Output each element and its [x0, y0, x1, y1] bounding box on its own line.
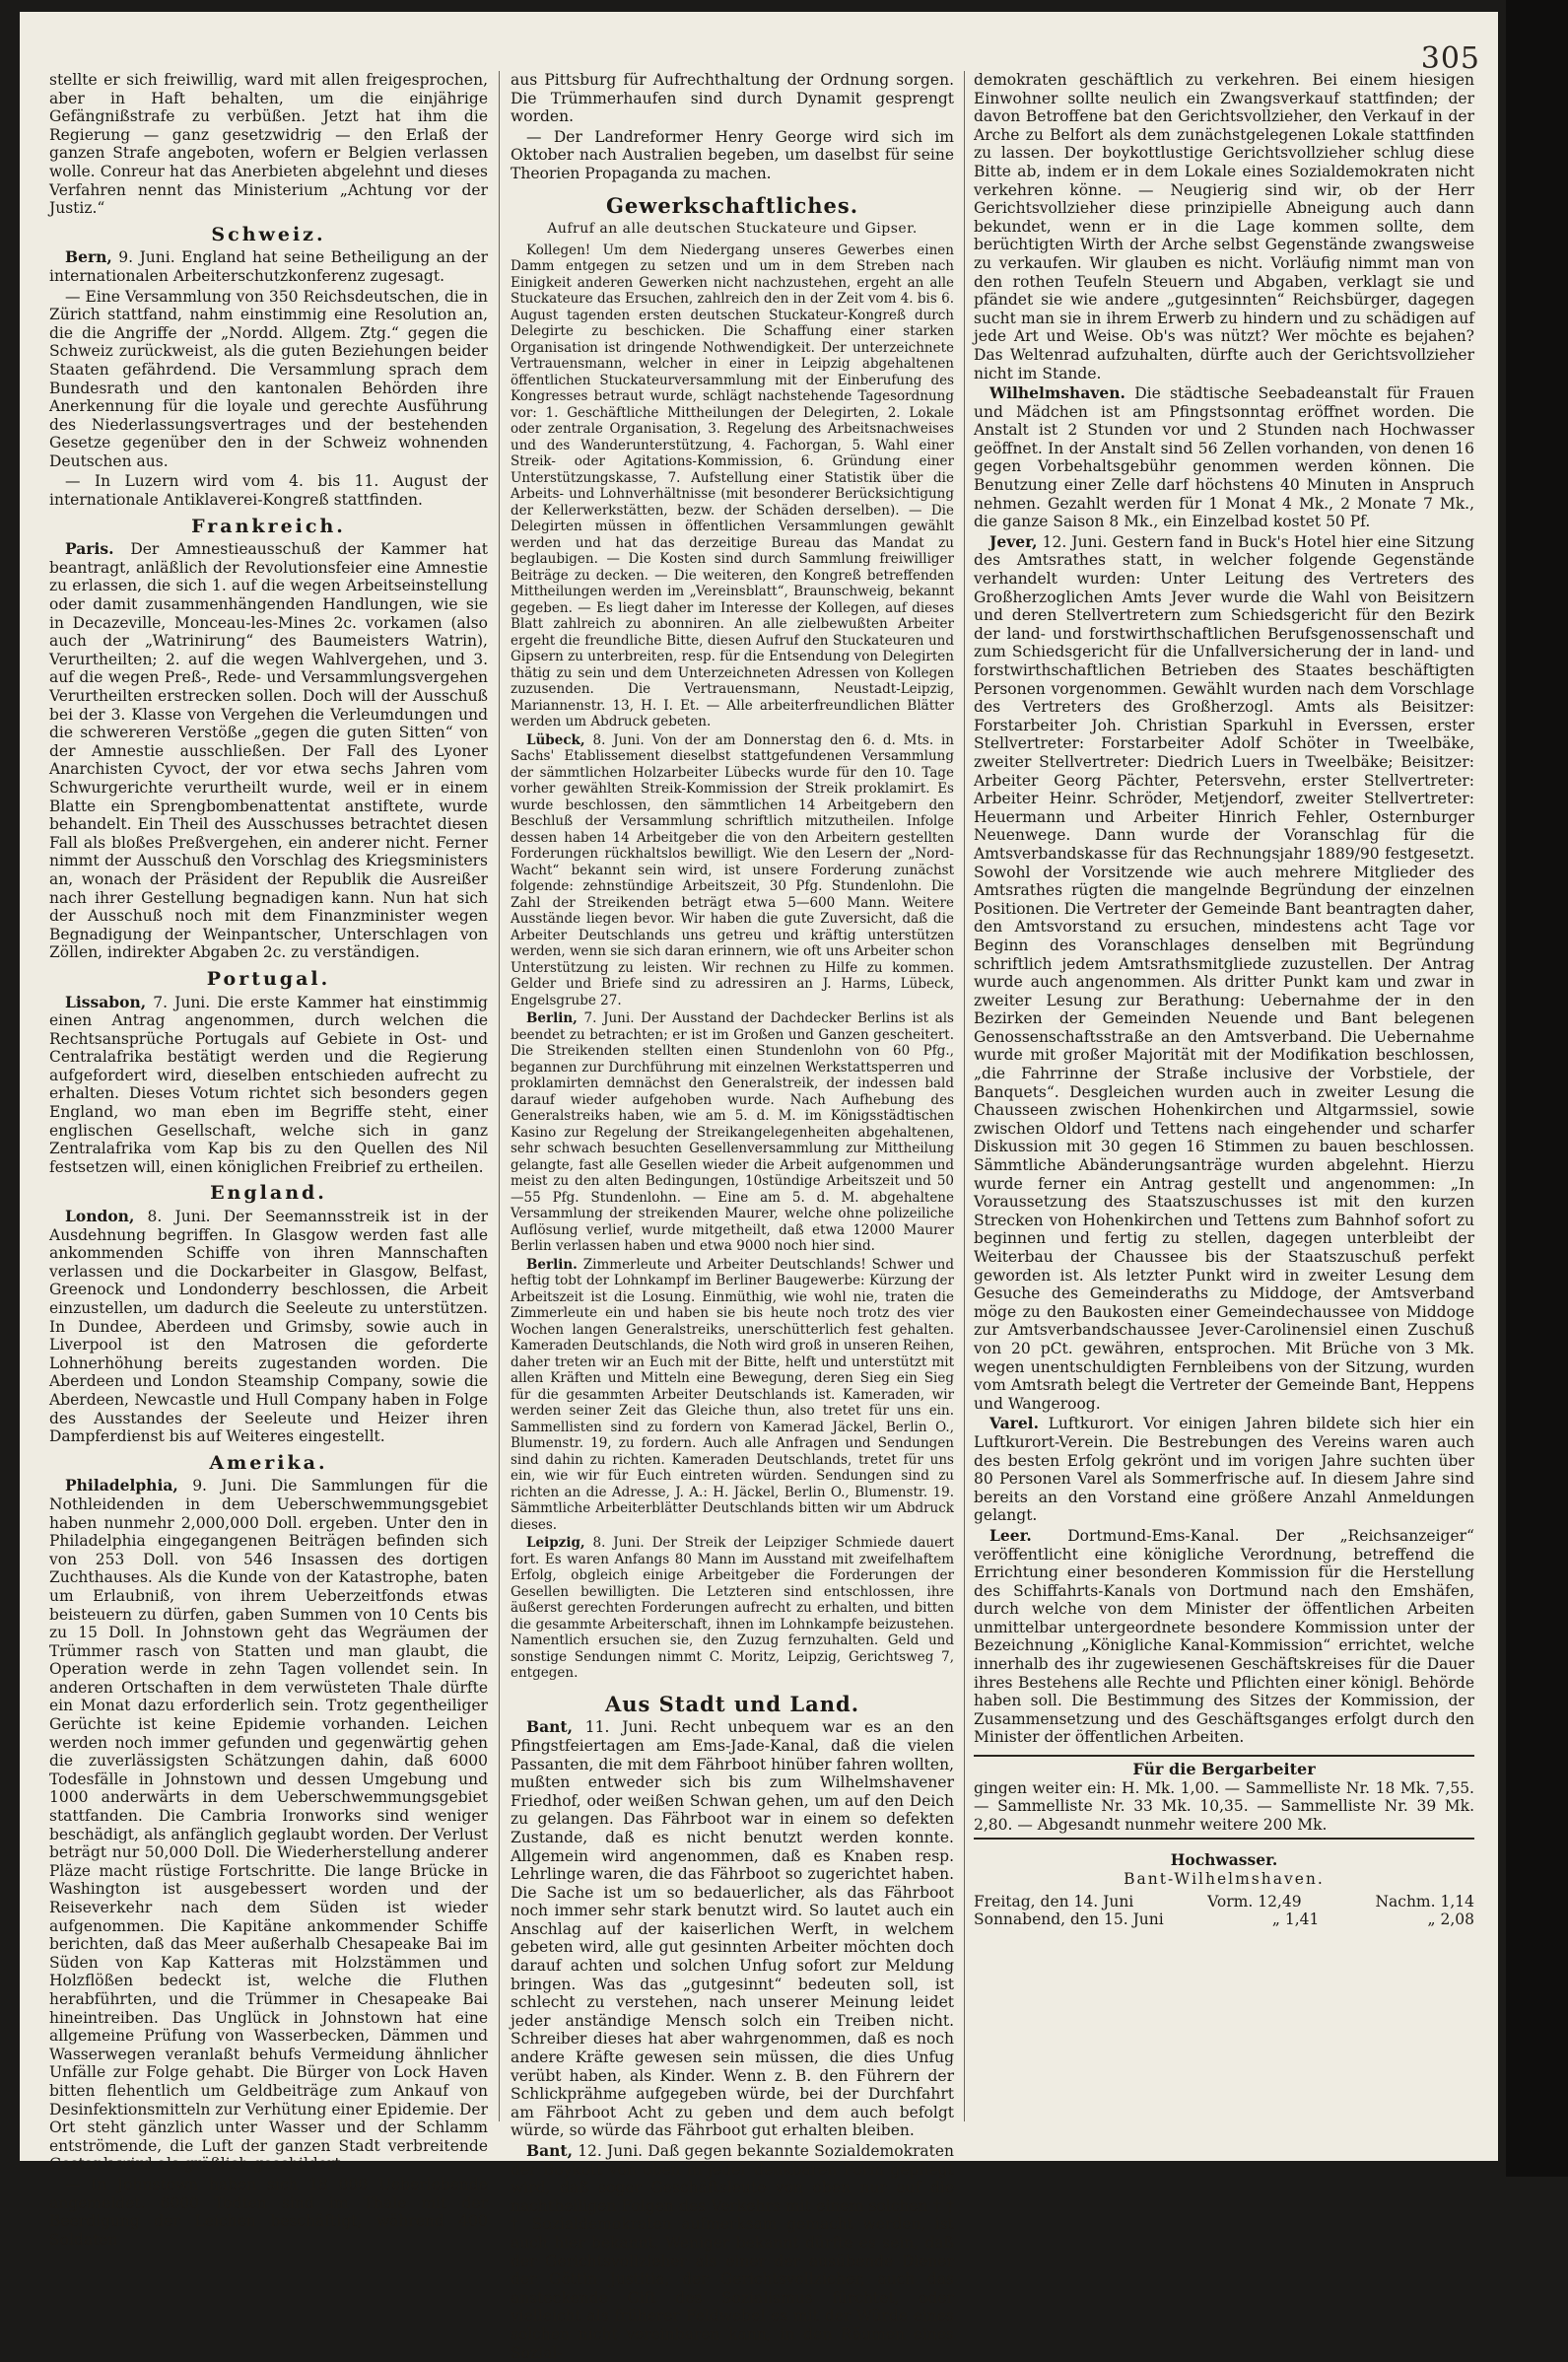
dateline-place: Philadelphia,	[65, 1476, 178, 1495]
tide-morning: „ 1,41	[1271, 1910, 1320, 1929]
news-item	[974, 1415, 1474, 1525]
news-item	[511, 2142, 954, 2362]
donation-text: gingen weiter ein: H. Mk. 1,00. — Sammelliste Nr. 18 Mk. 7,55. — Sammelliste Nr. 33 Mk. 10,35. — Sammelliste Nr. 39 Mk. 2,80. — Abgesandt nunmehr weitere 200 Mk.	[974, 1778, 1474, 1834]
paragraph: stellte er sich freiwillig, ward mit allen freigesprochen, aber in Haft behalten, um die einjährige Gefängnißstrafe zu verbüßen. Jetzt hat ihm die Regierung — ganz gesetzwidrig — den Erlaß der ganzen Strafe angeboten, wofern er Belgien verlassen wolle. Conreur hat das Anerbieten abgelehnt und dieses Verfahren nennt das Ministerium „Achtung vor der Justiz.“	[49, 71, 488, 218]
donation-title: Für die Bergarbeiter	[1132, 1760, 1316, 1779]
column-1	[49, 71, 488, 2249]
news-text: 8. Juni. Von der am Donnerstag den 6. d. Mts. in Sachs' Etablissement dieselbst stattgefundenen Versammlung der sämmtlichen Holzarbeiter Lübecks wurde für den 10. Tage vorher gewählten Streik-Kommission der Streik proklamirt. Es wurde beschlossen, den sämmtlichen 14 Arbeitgebern den Beschluß der Versammlung schriftlich mitzutheilen. Infolge dessen haben 14 Arbeitgeber die von den Arbeitern gestellten Forderungen rückhaltslos bewilligt. Wie den Lesern der „Nord-Wacht“ bekannt sein wird, ist unsere Forderung zunächst folgende: zehnstündige Arbeitszeit, 30 Pfg. Stundenlohn. Die Zahl der Streikenden beträgt etwa 5—600 Mann. Weitere Ausstände liegen bevor. Wir haben die gute Zuversicht, daß die Arbeiter Deutschlands uns getreu und kräftig unterstützen werden, wenn sie sich daran erinnern, wie oft uns Arbeiter schon Unterstützung zu leisten. Wir rechnen zu Hilfe zu kommen. Gelder und Briefe sind zu adressiren an J. Harms, Lübeck, Engelsgrube 27.	[511, 731, 954, 1008]
news-item	[511, 1535, 954, 1682]
news-item	[49, 994, 488, 1177]
appeal-title: Aufruf an alle deutschen Stuckateure und Gipser.	[547, 221, 918, 238]
news-text: 9. Juni. Die Sammlungen für die Nothleidenden in dem Ueberschwemmungsgebiet haben nunmehr 2,000,000 Doll. ergeben. Unter den in Philadelphia eingegangenen Beiträgen befinden sich von 253 Doll. von 546 Insassen des dortigen Zuchthauses. Als die Kunde von der Katastrophe, baten um Erlaubniß, von ihrem Ueberzeitfonds etwas beisteuern zu dürfen, gaben Summen von 10 Cents bis zu 15 Doll. In Johnstown geht das Wegräumen der Trümmer rasch von Statten und man glaubt, die Operation werde in zehn Tagen vollendet sein. In anderen Ortschaften in dem verwüsteten Thale dürfte ein Monat dazu erforderlich sein. Trotz gegentheiliger Gerüchte ist keine Epidemie vorhanden. Leichen werden noch immer gefunden und gegenwärtig gehen die zuverlässigsten Schätzungen dahin, daß 6000 Todesfälle in Johnstown und dessen Umgebung und 1000 anderwärts in dem Ueberschwemmungsgebiet stattfanden. Die Cambria Ironworks sind weniger beschädigt, als anfänglich geglaubt worden. Der Verlust beträgt nur 50,000 Doll. Die Wiederherstellung anderer Pläze macht rüstige Fortschritte. Die lange Brücke in Washington ist ausgebessert worden und der Reiseverkehr nach dem Süden ist wieder aufgenommen. Die Kapitäne ankommender Schiffe berichten, daß das Meer außerhalb Chesapeake Bai im Süden von Kap Katteras mit Holzstämmen und Holzflößen bedeckt ist, welche die Fluthen herabführten, und die Trümmer in Chesapeake Bai hineintreiben. Das Unglück in Johnstown hat eine allgemeine Prüfung von Wasserbecken, Dämmen und Wasserwegen veranlaßt behufs Vermeidung ähnlicher Unfälle zur Folge gehabt. Die Bürger von Lock Haven bitten flehentlich um Geldbeiträge zum Ankauf von Desinfektionsmitteln zur Verhütung einer Epidemie. Der Ort steht gänzlich unter Wasser und der Schlamm entströmende, die Luft der ganzen Stadt verbreitende Gestank wird als gräßlich geschildert.	[49, 1477, 488, 2174]
news-item	[49, 248, 488, 285]
news-text: 7. Juni. Der Ausstand der Dachdecker Berlins ist als beendet zu betrachten; er ist im Großen und Ganzen gescheitert. Die Streikenden stellten einen Stundenlohn von 60 Pfg., begannen zur Durchführung mit einzelnen Werkstattsperren und proklamirten demnächst den Generalstreik, der indessen bald darauf wieder aufgehoben wurde. Nach Aufhebung des Generalstreiks haben, wie am 5. d. M. im Königsstädtischen Kasino zur Regelung der Streikangelegenheiten abgehaltenen, sehr schwach besuchten Gesellenversammlung zur Mittheilung gelangte, fast alle Gesellen wieder die Arbeit aufgenommen und meist zu den alten Bedingungen, 10stündige Arbeitszeit und 50—55 Pfg. Stundenlohn. — Eine am 5. d. M. abgehaltene Versammlung der streikenden Maurer, welche ohne polizeiliche Auflösung verlief, wurde mitgetheilt, daß etwa 12000 Maurer Berlin verlassen haben und etwa 9000 noch hier sind.	[511, 1010, 954, 1255]
news-text: Die städtische Seebadeanstalt für Frauen und Mädchen ist am Pfingstsonntag eröffnet worden. Die Anstalt ist 2 Stunden vor und 2 Stunden nach Hochwasser geöffnet. In der Anstalt sind 56 Zellen vorhanden, von denen 16 gegen Vorbehaltsgebühr genommen werden können. Die Benutzung einer Zelle darf höchstens 40 Minuten in Anspruch nehmen. Gezahlt werden für 1 Monat 4 Mk., 2 Monate 7 Mk., die ganze Saison 8 Mk., ein Einzelbad kostet 50 Pf.	[974, 384, 1474, 531]
tide-day: Sonnabend, den 15. Juni	[974, 1910, 1164, 1929]
donation-box	[974, 1755, 1474, 1840]
column-rule	[964, 71, 965, 2121]
tide-heading: Hochwasser.	[1170, 1850, 1278, 1870]
news-item	[511, 732, 954, 1009]
dateline-place: Leipzig,	[526, 1535, 585, 1552]
news-item	[511, 1718, 954, 2140]
news-item	[974, 1527, 1474, 1747]
news-item	[974, 384, 1474, 531]
dateline-place: Berlin,	[526, 1010, 578, 1027]
tide-location: Bant-Wilhelmshaven.	[1124, 1870, 1325, 1888]
section-heading-aus-stadt-und-land: Aus Stadt und Land.	[604, 1691, 860, 1716]
paragraph: Kollegen! Um dem Niedergang unseres Gewerbes einen Damm entgegen zu setzen und um in dem Streben nach Einigkeit anderen Gewerken nicht nachzustehen, ergeht an alle Stuckateure das Ersuchen, zahlreich den in der Zeit vom 4. bis 6. August tagenden ersten deutschen Stuckateur-Kongreß durch Delegirte zu beschicken. Die Schaffung einer starken Organisation ist dringende Nothwendigkeit. Der unterzeichnete Vertrauensmann, welcher in einer in Leipzig abgehaltenen öffentlichen Stuckateurversammlung mit der Einberufung des Kongresses betraut wurde, schlägt nachstehende Tagesordnung vor: 1. Geschäftliche Mittheilungen der Delegirten, 2. Lokale oder zentrale Organisation, 3. Regelung des Arbeitsnachweises und des Wanderunterstützung, 4. Fachorgan, 5. Wahl einer Streik- oder Agitations-Kommission, 6. Gründung einer Unterstützungskasse, 7. Aufstellung einer Statistik über die Arbeits- und Lohnverhältnisse (mit besonderer Berücksichtigung der Kellerwerkstätten, bezw. der Schäden derselben). — Die Delegirten müssen in öffentlichen Versammlungen gewählt werden und hat das derzeitige Bureau das Mandat zu beglaubigen. — Die Kosten sind durch Sammlung freiwilliger Beiträge zu decken. — Die weiteren, den Kongreß betreffenden Mittheilungen werden im „Vereinsblatt“, Braunschweig, bekannt gegeben. — Es liegt daher im Interesse der Kollegen, auf dieses Blatt zahlreich zu abonniren. An alle zielbewußten Arbeiter ergeht die freundliche Bitte, diesen Aufruf den Stuckateuren und Gipsern zu unterbreiten, resp. für die Entsendung von Delegirten thätig zu sein und dem Unterzeichneten Adressen von Kollegen zuzusenden. Die Vertrauensmann, Neustadt-Leipzig, Mariannenstr. 13, H. I. Et. — Alle arbeiterfreundlichen Blätter werden um Abdruck gebeten.	[511, 242, 954, 730]
news-text: 9. Juni. England hat seine Betheiligung an der internationalen Arbeiterschutzkonferenz zugesagt.	[49, 248, 488, 285]
dateline-place: Wilhelmshaven.	[989, 383, 1125, 403]
scan-edge	[1506, 0, 1568, 2177]
section-heading-frankreich: Frankreich.	[191, 515, 346, 537]
news-item	[49, 1208, 488, 1446]
dateline-place: Bant,	[526, 2141, 573, 2160]
column-3	[974, 71, 1474, 2121]
paragraph: — In Johnstown haben sich 18 000 Ueberlebende angemeldet. 6000 Todten sind im Thale mit der Beerdigung der Leichen beschäftigt, während 400 Soldaten	[49, 2175, 488, 2249]
dateline-place: Jever,	[989, 531, 1038, 551]
tide-row	[974, 1910, 1474, 1929]
dateline-place: Lissabon,	[65, 992, 147, 1011]
paragraph: aus Pittsburg für Aufrechthaltung der Ordnung sorgen. Die Trümmerhaufen sind durch Dynamit gesprengt worden.	[511, 71, 954, 126]
news-text: Dortmund-Ems-Kanal. Der „Reichsanzeiger“ veröffentlicht eine königliche Verordnung, betreffend die Errichtung einer besonderen Kommission für die Herstellung des Schiffahrts-Kanals von Dortmund nach den Emshäfen, durch welche von dem Minister der öffentlichen Arbeiten unmittelbar untergeordnete besondere Kommission unter der Bezeichnung „Königliche Kanal-Kommission“ errichtet, welche innerhalb des ihr zugewiesenen Geschäftskreises für die Dauer ihres Bestehens alle Rechte und Pflichten einer königl. Behörde haben soll. Die Bestimmung des Sitzes der Kommission, der Zusammensetzung und des Geschäftsganges erfolgt durch den Minister der öffentlichen Arbeiten.	[974, 1526, 1474, 1747]
news-item	[511, 1257, 954, 1534]
news-text: Der Amnestieausschuß der Kammer hat beantragt, anläßlich der Revolutionsfeier eine Amnestie zu erlassen, die sich 1. auf die wegen Arbeitseinstellung oder damit zusammenhängenden Handlungen, wie sie in Decazeville, Monceau-les-Mines 2c. vorkamen (also auch der „Watrinirung“ des Baumeisters Watrin), Verurtheilten; 2. auf die wegen Wahlvergehen, und 3. auf die wegen Preß-, Rede- und Versammlungsvergehen Verurtheilten erstrecken sollen. Doch will der Ausschuß bei der 3. Klasse von Vergehen die Verleumdungen und die schwereren Verstöße „gegen die guten Sitten“ von der Amnestie ausschließen. Der Fall des Lyoner Anarchisten Cyvoct, der vor etwa sechs Jahren vom Schwurgerichte verurtheilt wurde, weil er in einem Blatte ein Sprengbombenattentat anstiftete, wurde behandelt. Ein Theil des Ausschusses betrachtet diesen Fall als bloßes Preßvergehen, ein anderer nicht. Ferner nimmt der Ausschuß den Vorschlag des Kriegsministers an, wonach der Präsident der Republik die Ausreißer nach ihrer Gestellung begnadigen kann. Nun hat sich der Ausschuß noch mit dem Finanzminister wegen Begnadigung der Weinpantscher, Unterschlagen von Zöllen, indirekter Abgaben 2c. zu verständigen.	[49, 540, 488, 962]
news-text: Zimmerleute und Arbeiter Deutschlands! Schwer und heftig tobt der Lohnkampf im Berliner Baugewerbe: Kürzung der Arbeitszeit ist die Losung. Einmüthig, wie wohl nie, traten die Zimmerleute ein und haben sie bis heute noch trotz des vier Wochen langen Generalstreiks, unerschütterlich fest gehalten. Kameraden Deutschlands, die Noth wird groß in unseren Reihen, daher treten wir an Euch mit der Bitte, helft und unterstützt mit allen Kräften und Mitteln eine Bewegung, deren Sieg ein Sieg für die gesammten Arbeiter Deutschlands ist. Kameraden, wir werden seiner Zeit das Gleiche thun, also tretet für uns ein. Sammellisten sind zu fordern von Kamerad Jäckel, Berlin O., Blumenstr. 19, zu fordern. Auch alle Anfragen und Sendungen sind dahin zu richten. Kameraden Deutschlands, tretet für uns ein, wie wir für Euch eintreten würden. Sendungen sind zu richten an die Adresse, J. A.: H. Jäckel, Berlin O., Blumenstr. 19. Sämmtliche Arbeiterblätter Deutschlands bitten wir um Abdruck dieses.	[511, 1256, 954, 1533]
news-item	[49, 1477, 488, 2174]
section-heading-amerika: Amerika.	[209, 1451, 328, 1474]
news-text: 12. Juni. Daß gegen bekannte Sozialdemokraten der Boykott von oben in jeder denkbaren Form gepflegt wird, daß sogar Geschäftsleute von oben nur auf die nachtheiligen Folgen des Verkehrs mit einem solchen † † † Sozialdemokraten aufmerksam gemacht werden, ist auch hier bekannt. Weniger bekannt dürfte es sein, daß der Gerichtsvollzieher als einer der ausübende Diener der Göttin Justitia, der Gerichtsvollzieher, auch das ansteckende Gift des Sozialismus fürchtet, oder vielleicht als früherer Feldwebel es mit der Würde eines solchen nicht vereinbaren kann, in den Räumen eines Sozial-	[511, 2142, 954, 2362]
news-item	[511, 1010, 954, 1255]
newspaper-page	[20, 12, 1498, 2362]
dateline-place: Leer.	[989, 1525, 1032, 1545]
section-heading-gewerkschaftliches: Gewerkschaftliches.	[605, 192, 859, 218]
news-text: 8. Juni. Der Seemannsstreik ist in der Ausdehnung begriffen. In Glasgow werden fast alle ankommenden Schiffe von ihren Mannschaften verlassen und die Dockarbeiter in Glasgow, Belfast, Greenock und Londonderry beschlossen, die Arbeit einzustellen, um dadurch die Seeleute zu unterstützen. In Dundee, Aberdeen und Grimsby, sowie auch in Liverpool ist den Matrosen die geforderte Lohnerhöhung bereits zugestanden worden. Die Aberdeen und London Steamship Company, sowie die Aberdeen, Newcastle und Hull Company haben in Folge des Ausstandes der Seeleute und Heizer ihren Dampferdienst bis auf Weiteres eingestellt.	[49, 1208, 488, 1446]
tide-afternoon: „ 2,08	[1427, 1910, 1474, 1929]
tide-row	[974, 1893, 1474, 1911]
dateline-place: Paris.	[65, 539, 114, 559]
tide-day: Freitag, den 14. Juni	[974, 1892, 1134, 1910]
paragraph: — Eine Versammlung von 350 Reichsdeutschen, die in Zürich stattfand, nahm einstimmig eine Resolution an, die die Angriffe der „Nordd. Allgem. Ztg.“ gegen die Schweiz zurückweist, als die guten Beziehungen beider Staaten gefährdend. Die Versammlung sprach dem Bundesrath und den kantonalen Behörden ihre Anerkennung für die loyale und gerechte Ausführung des Niederlassungsvertrages und der bestehenden Gesetze gegenüber den in der Schweiz wohnenden Deutschen aus.	[49, 287, 488, 470]
dateline-place: Lübeck,	[526, 731, 585, 748]
dateline-place: London,	[65, 1207, 135, 1226]
dateline-place: Bern,	[65, 247, 112, 267]
dateline-place: Bant,	[526, 1717, 573, 1737]
page-number: 305	[1420, 41, 1480, 76]
news-text: 8. Juni. Der Streik der Leipziger Schmiede dauert fort. Es waren Anfangs 80 Mann im Ausstand mit zweifelhaftem Erfolg, obgleich einige Arbeitgeber die Forderungen der Gesellen bewilligten. Die Letzteren sind entschlossen, ihre äußerst gerechten Forderungen aufrecht zu erhalten, und bitten die gesammte Arbeiterschaft, ihnen im Lohnkampfe beizustehen. Namentlich ersuchen sie, den Zuzug fernzuhalten. Geld und sonstige Sendungen nimmt C. Moritz, Leipzig, Gerichtsweg 7, entgegen.	[511, 1535, 954, 1682]
section-heading-portugal: Portugal.	[206, 967, 331, 990]
tide-afternoon: Nachm. 1,14	[1375, 1892, 1474, 1910]
tide-morning: Vorm. 12,49	[1207, 1892, 1302, 1910]
paragraph: demokraten geschäftlich zu verkehren. Bei einem hiesigen Einwohner sollte neulich ein Zwangsverkauf stattfinden; der davon Betroffene bat den Gerichtsvollzieher, den Verkauf in der Arche zu Belfort als dem zunächstgelegenen Lokale stattfinden zu lassen. Der boykottlustige Gerichtsvollzieher schlug diese Bitte ab, indem er in dem Lokale eines Sozialdemokraten nicht verkehren könne. — Neugierig sind wir, ob der Herr Gerichtsvollzieher diese prinzipielle Abneigung auch dann bekundet, wenn er in die Lage kommen sollte, dem berüchtigten Wirth der Arche selbst Gegenstände zwangsweise zu verkaufen. Wir glauben es nicht. Vorläufig nimmt man von den rothen Teufeln Steuern und Abgaben, verklagt sie und pfändet sie wie andere „gutgesinnten“ Reichsbürger, dagegen sucht man sie in ihrem Erwerb zu hindern und zu schädigen auf jede Art und Weise. Ob's was nützt? Wer möchte es bejahen? Das Weltenrad aufzuhalten, dürfte auch der Gerichtsvollzieher nicht im Stande.	[974, 71, 1474, 382]
dateline-place: Berlin.	[526, 1256, 578, 1273]
column-2	[511, 71, 954, 2362]
section-heading-england: England.	[210, 1182, 327, 1205]
news-text: 11. Juni. Recht unbequem war es an den Pfingstfeiertagen am Ems-Jade-Kanal, daß die vielen Passanten, die mit dem Fährboot hinüber fahren wollten, mußten entweder sich bis zum Wilhelmshavener Friedhof, oder weißen Schwan gehen, um auf den Deich zu gelangen. Das Fährboot war in einem so defekten Zustande, daß es nicht benutzt werden konnte. Allgemein wird angenommen, daß es Knaben resp. Lehrlinge waren, die das Fährboot so zugerichtet haben. Die Sache ist um so bedauerlicher, als das Fährboot noch immer sehr stark benutzt wird. So lautet auch ein Anschlag auf der kaiserlichen Werft, in welchem gebeten wird, alle gut gesinnten Arbeiter möchten doch darauf achten und solchen Unfug sofort zur Meldung bringen. Was das „gutgesinnt“ bedeuten soll, ist schlecht zu verstehen, nach unserer Meinung leidet jeder anständige Mensch solch ein Treiben nicht. Schreiber dieses hat aber wahrgenommen, daß es noch andere Kräfte gewesen sein müssen, die dies Unfug verübt haben, als Kinder. Wenn z. B. den Führern der Schlickprähme aufgegeben würde, bei der Durchfahrt am Fährboot Acht zu geben und dem auch befolgt würde, so würde das Fährboot gut erhalten bleiben.	[511, 1718, 954, 2140]
column-rule	[499, 71, 500, 2121]
dateline-place: Varel.	[989, 1414, 1039, 1433]
news-item	[974, 533, 1474, 1414]
paragraph: — Der Landreformer Henry George wird sich im Oktober nach Australien begeben, um daselbst für seine Theorien Propaganda zu machen.	[511, 127, 954, 182]
news-text: 7. Juni. Die erste Kammer hat einstimmig einen Antrag angenommen, durch welchen die Rechtsansprüche Portugals auf Gebiete in Ost- und Centralafrika bestätigt werden und die Regierung aufgefordert wird, dieselben entschieden aufrecht zu erhalten. Dieses Votum richtet sich besonders gegen England, wo man eben im Begriffe steht, einer englischen Gesellschaft, welche sich in ganz Zentralafrika vom Kap bis zu den Quellen des Nil festsetzen will, einen königlichen Freibrief zu ertheilen.	[49, 993, 488, 1176]
news-item	[49, 540, 488, 962]
news-text: Luftkurort. Vor einigen Jahren bildete sich hier ein Luftkurort-Verein. Die Bestrebungen des Vereins waren auch des besten Erfolg gekrönt und im vorigen Jahre suchten über 80 Personen Varel als Sommerfrische auf. In diesem Jahre sind bereits an den Vorstand eine größere Anzahl Anmeldungen gelangt.	[974, 1415, 1474, 1525]
section-heading-schweiz: Schweiz.	[211, 223, 326, 245]
paragraph: — In Luzern wird vom 4. bis 11. August der internationale Antiklaverei-Kongreß stattfinden.	[49, 472, 488, 510]
news-text: 12. Juni. Gestern fand in Buck's Hotel hier eine Sitzung des Amtsrathes statt, in welcher folgende Gegenstände verhandelt wurden: Unter Leitung des Vertreters des Großherzoglichen Amts Jever wurde die Wahl von Beisitzern und deren Stellvertretern zum Schiedsgericht für den Bezirk der land- und forstwirthschaftlichen Berufsgenossenschaft und zum Schiedsgericht für die Unfallversicherung der in land- und forstwirthschaftlichen Betrieben des Staates beschäftigten Personen vorgenommen. Gewählt wurden nach dem Vorschlage des Vertreters des Großherzogl. Amts als Beisitzer: Forstarbeiter Joh. Christian Sparkuhl in Everssen, erster Stellvertreter: Forstarbeiter Adolf Schöter in Tweelbäke, zweiter Stellvertreter: Diedrich Luers in Tweelbäke; Beisitzer: Arbeiter Georg Pächter, Petersvehn, erster Stellvertreter: Arbeiter Heinr. Schröder, Metjendorf, zweiter Stellvertreter: Heuermann und Arbeiter Hinrich Fehler, Osternburger Neuenwege. Dann wurde der Voranschlag für die Amtsverbandskasse für das Rechnungsjahr 1889/90 festgesetzt. Sowohl der Vorsitzende wie auch mehrere Mitglieder des Amtsrathes rügten die mangelnde Begründung der einzelnen Positionen. Die Vertreter der Gemeinde Bant beantragten daher, den Amtsvorstand zu ersuchen, mindestens acht Tage vor Beginn des Voranschlages denselben mit Begründung schriftlich jedem Amtsrathsmitgliede zuzustellen. Der Antrag wurde auch angenommen. Als dritter Punkt kam und zwar in zweiter Lesung zur Berathung: Uebernahme der in den Bezirken der Gemeinden Neuende und Bant belegenen Genossenschaftsstraße an den Amtsverband. Die Uebernahme wurde mit großer Majorität mit der Modifikation beschlossen, „die Fahrrinne der Straße inclusive der Vorbstiele, der Banquets“. Desgleichen wurden auch in zweiter Lesung die Chausseen zwischen Hohenkirchen und Altgarmssiel, sowie zwischen Oldorf und Tettens nach eingehender und scharfer Diskussion mit 30 gegen 16 Stimmen zu bauen beschlossen. Sämmtliche Abänderungsanträge wurden abgelehnt. Hierzu wurde ferner ein Antrag gestellt und angenommen: „In Voraussetzung des Staatszuschusses ist mit den kurzen Strecken von Hohenkirchen und Tettens zum Bahnhof sofort zu beginnen und fertig zu stellen, dagegen unterbleibt der Weiterbau der Chaussee bis der Staatszuschuß perfekt geworden ist. Als letzter Punkt wird in zweiter Lesung dem Gesuche des Gemeinderaths zu Middoge, der Amtsverband möge zu den Baukosten einer Gemeindechaussee von Middoge zur Amtsverbandschaussee Jever-Carolinensiel einen Zuschuß von 20 pCt. gewähren, entsprochen. Mit Brüche von 3 Mk. wegen unentschuldigten Fernbleibens von der Sitzung, wurden vom Amtsrath belegt die Vertreter der Gemeinde Bant, Heppens und Wangeroog.	[974, 532, 1475, 1413]
